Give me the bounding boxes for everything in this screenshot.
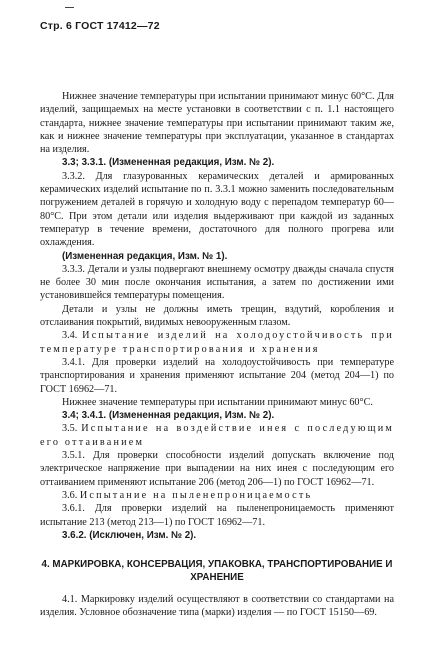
section-4-title: 4. МАРКИРОВКА, КОНСЕРВАЦИЯ, УПАКОВКА, ТРАНСПОРТИРОВАНИЕ И ХРАНЕНИЕ (41, 559, 393, 584)
header-dash (65, 7, 74, 8)
heading-3-6-num: 3.6. (62, 489, 78, 501)
page-header: Стр. 6 ГОСТ 17412—72 (40, 20, 160, 32)
para-3-4-1: 3.4.1. Для проверки изделий на холодоустойчивость при температуре транспортирования и хранения применяют испытание 204 (метод 204—1) по ГОСТ 16962—71. (40, 356, 394, 395)
heading-3-6-text: Испытание на пыленепроницаемость (79, 489, 313, 501)
para-amended-1: (Измененная редакция, Изм. № 1). (62, 250, 228, 262)
para-3-5-1: 3.5.1. Для проверки способности изделий допускать включение под электрическое напряжение при выпадении на них инея с последующим его оттаиванием применяют испытание 206 (метод 206—1) по ГОСТ 16962—71. (40, 450, 394, 488)
para-minus-60: Нижнее значение температуры при испытании принимают минус 60°С. Для изделий, защищаемых на месте установки в соответствии с п. 1.1 настоящего стандарта, нижнее значение температуры при испытании принимают таким же, как и нижнее значение температуры при эксплуатации, указанное в стандартах на изделия. (40, 91, 394, 156)
heading-3-5 (40, 422, 394, 449)
para-minus-60-b: Нижнее значение температуры при испытании принимают минус 60°С. (62, 396, 373, 408)
para-3-3-3: 3.3.3. Детали и узлы подвергают внешнему осмотру дважды сначала спустя не более 30 мин после окончания испытания, а затем по достижении ими установившейся температуры помещения. (40, 263, 394, 302)
heading-3-5-text: Испытание на воздействие инея с последующим его оттаиванием (40, 423, 394, 448)
heading-3-5-num: 3.5. (62, 423, 78, 435)
para-3-4-amended: 3.4; 3.4.1. (Измененная редакция, Изм. № 2). (62, 410, 275, 422)
heading-3-4-text: Испытание изделий на холодоустойчивость при температуре транспортирования и хранения (40, 330, 394, 355)
para-3-3-2: 3.3.2. Для глазурованных керамических деталей и армированных керамических изделий испытание по п. 3.3.1 можно заменить последовательным погружением деталей в горячую и холодную воду с перепадом температур 60—80°С. При этом детали или изделия выдерживают при каждой из заданных температур в течение времени, достаточного для полного прогрева или охлаждения. (40, 170, 394, 249)
para-3-6-1: 3.6.1. Для проверки изделий на пыленепроницаемость применяют испытание 213 (метод 213—1) по ГОСТ 16962—71. (40, 503, 394, 528)
document-body (40, 90, 394, 619)
para-3-3-amended: 3.3; 3.3.1. (Измененная редакция, Изм. № 2). (62, 157, 275, 169)
heading-3-6 (40, 489, 394, 502)
heading-3-4 (40, 329, 394, 356)
para-3-6-2: 3.6.2. (Исключен, Изм. № 2). (62, 529, 197, 541)
heading-3-4-num: 3.4. (62, 330, 78, 342)
para-defects: Детали и узлы не должны иметь трещин, вздутий, коробления и отслаивания покрытий, видимых невооруженным глазом. (40, 303, 394, 329)
para-4-1: 4.1. Маркировку изделий осуществляют в соответствии со стандартами на изделия. Условное обозначение типа (марки) изделия — по ГОСТ 15150—69. (40, 593, 394, 618)
